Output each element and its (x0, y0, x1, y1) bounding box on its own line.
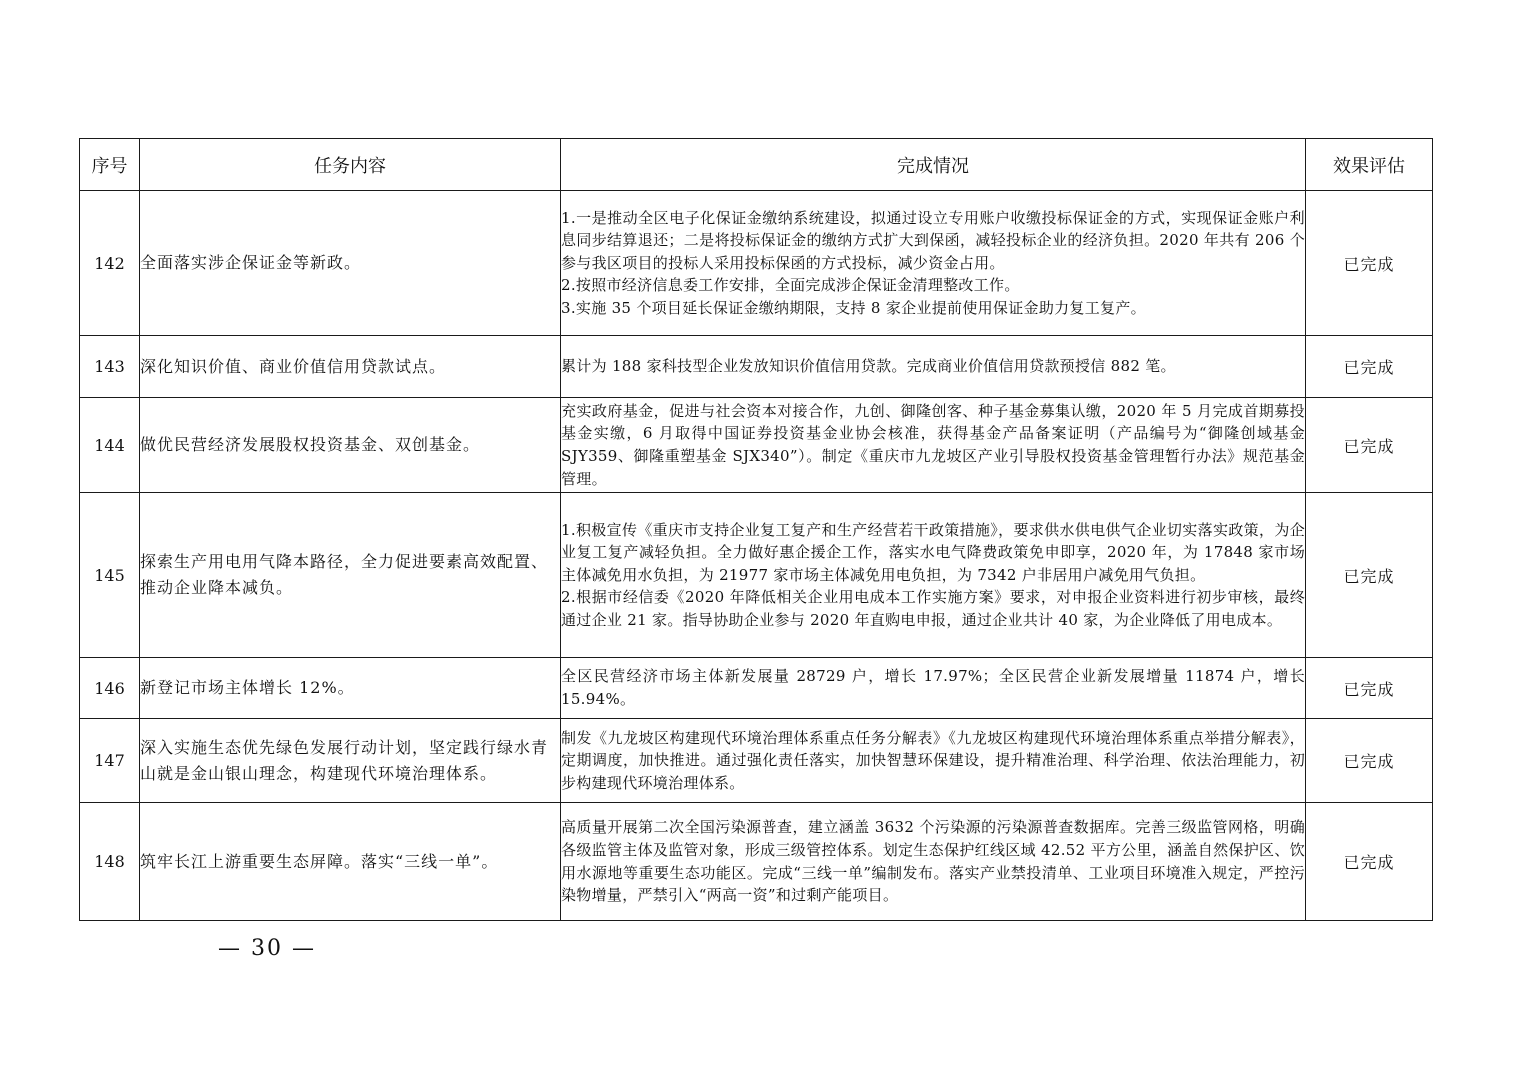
header-task: 任务内容 (140, 139, 561, 191)
completion-paragraph: 2.根据市经信委《2020 年降低相关企业用电成本工作实施方案》要求，对申报企业资料进行初步审核，最终通过企业 21 家。指导协助企业参与 2020 年直购电申报，通过企业共计 40 家，为企业降低了用电成本。 (561, 588, 1305, 629)
page-number: — 30 — (218, 936, 316, 961)
evaluation-result: 已完成 (1306, 493, 1433, 658)
completion-status (561, 398, 1306, 493)
evaluation-result: 已完成 (1306, 719, 1433, 803)
row-number: 144 (80, 398, 140, 493)
row-number: 142 (80, 191, 140, 336)
completion-paragraph: 充实政府基金，促进与社会资本对接合作，九创、御隆创客、种子基金募集认缴，2020 年 5 月完成首期募投基金实缴，6 月取得中国证券投资基金业协会核准，获得基金产品备案证明（产品编号为“御隆创域基金 SJY359、御隆重塑基金 SJX340”）。制定《重庆市九龙坡区产业引导股权投资基金管理暂行办法》规范基金管理。 (561, 401, 1305, 488)
completion-paragraph: 1.积极宣传《重庆市支持企业复工复产和生产经营若干政策措施》，要求供水供电供气企业切实落实政策，为企业复工复产减轻负担。全力做好惠企援企工作，落实水电气降费政策免申即享，2020 年，为 17848 家市场主体减免用水负担，为 21977 家市场主体减免用电负担，为 7342 户非居用户减免用气负担。 (561, 520, 1305, 584)
task-content: 探索生产用电用气降本路径，全力促进要素高效配置、推动企业降本减负。 (140, 493, 561, 658)
task-content: 深化知识价值、商业价值信用贷款试点。 (140, 336, 561, 398)
completion-status (561, 719, 1306, 803)
header-no: 序号 (80, 139, 140, 191)
row-number: 145 (80, 493, 140, 658)
completion-paragraph: 全区民营经济市场主体新发展量 28729 户，增长 17.97%；全区民营企业新发展增量 11874 户，增长 15.94%。 (561, 667, 1305, 708)
task-content: 深入实施生态优先绿色发展行动计划，坚定践行绿水青山就是金山银山理念，构建现代环境治理体系。 (140, 719, 561, 803)
completion-paragraph: 3.实施 35 个项目延长保证金缴纳期限，支持 8 家企业提前使用保证金助力复工复产。 (561, 298, 1146, 317)
table-row (80, 719, 1433, 803)
completion-paragraph: 制发《九龙坡区构建现代环境治理体系重点任务分解表》《九龙坡区构建现代环境治理体系重点举措分解表》，定期调度，加快推进。通过强化责任落实，加快智慧环保建设，提升精准治理、科学治理、依法治理能力，初步构建现代环境治理体系。 (561, 728, 1305, 792)
evaluation-result: 已完成 (1306, 658, 1433, 719)
evaluation-result: 已完成 (1306, 191, 1433, 336)
task-content: 做优民营经济发展股权投资基金、双创基金。 (140, 398, 561, 493)
completion-paragraph: 2.按照市经济信息委工作安排，全面完成涉企保证金清理整改工作。 (561, 276, 1020, 295)
task-table (79, 138, 1433, 921)
task-content: 筑牢长江上游重要生态屏障。落实“三线一单”。 (140, 803, 561, 921)
completion-status (561, 191, 1306, 336)
completion-status (561, 803, 1306, 921)
row-number: 148 (80, 803, 140, 921)
row-number: 146 (80, 658, 140, 719)
table-row (80, 658, 1433, 719)
completion-paragraph: 高质量开展第二次全国污染源普查，建立涵盖 3632 个污染源的污染源普查数据库。完善三级监管网格，明确各级监管主体及监管对象，形成三级管控体系。划定生态保护红线区域 42.52 平方公里，涵盖自然保护区、饮用水源地等重要生态功能区。完成“三线一单”编制发布。落实产业禁投清单、工业项目环境准入规定，严控污染物增量，严禁引入“两高一资”和过剩产能项目。 (561, 818, 1305, 905)
header-evaluation: 效果评估 (1306, 139, 1433, 191)
completion-paragraph: 累计为 188 家科技型企业发放知识价值信用贷款。完成商业价值信用贷款预授信 882 笔。 (561, 357, 1176, 376)
task-content: 全面落实涉企保证金等新政。 (140, 191, 561, 336)
completion-paragraph: 1.一是推动全区电子化保证金缴纳系统建设，拟通过设立专用账户收缴投标保证金的方式，实现保证金账户利息同步结算退还；二是将投标保证金的缴纳方式扩大到保函，减轻投标企业的经济负担。2020 年共有 206 个参与我区项目的投标人采用投标保函的方式投标，减少资金占用。 (561, 208, 1305, 272)
row-number: 147 (80, 719, 140, 803)
table-row (80, 803, 1433, 921)
task-content: 新登记市场主体增长 12%。 (140, 658, 561, 719)
evaluation-result: 已完成 (1306, 398, 1433, 493)
completion-status (561, 493, 1306, 658)
table-row (80, 336, 1433, 398)
completion-status (561, 658, 1306, 719)
evaluation-result: 已完成 (1306, 803, 1433, 921)
table-row (80, 493, 1433, 658)
table-row (80, 191, 1433, 336)
header-completion: 完成情况 (561, 139, 1306, 191)
table-row (80, 398, 1433, 493)
evaluation-result: 已完成 (1306, 336, 1433, 398)
row-number: 143 (80, 336, 140, 398)
completion-status (561, 336, 1306, 398)
table-header-row (80, 139, 1433, 191)
